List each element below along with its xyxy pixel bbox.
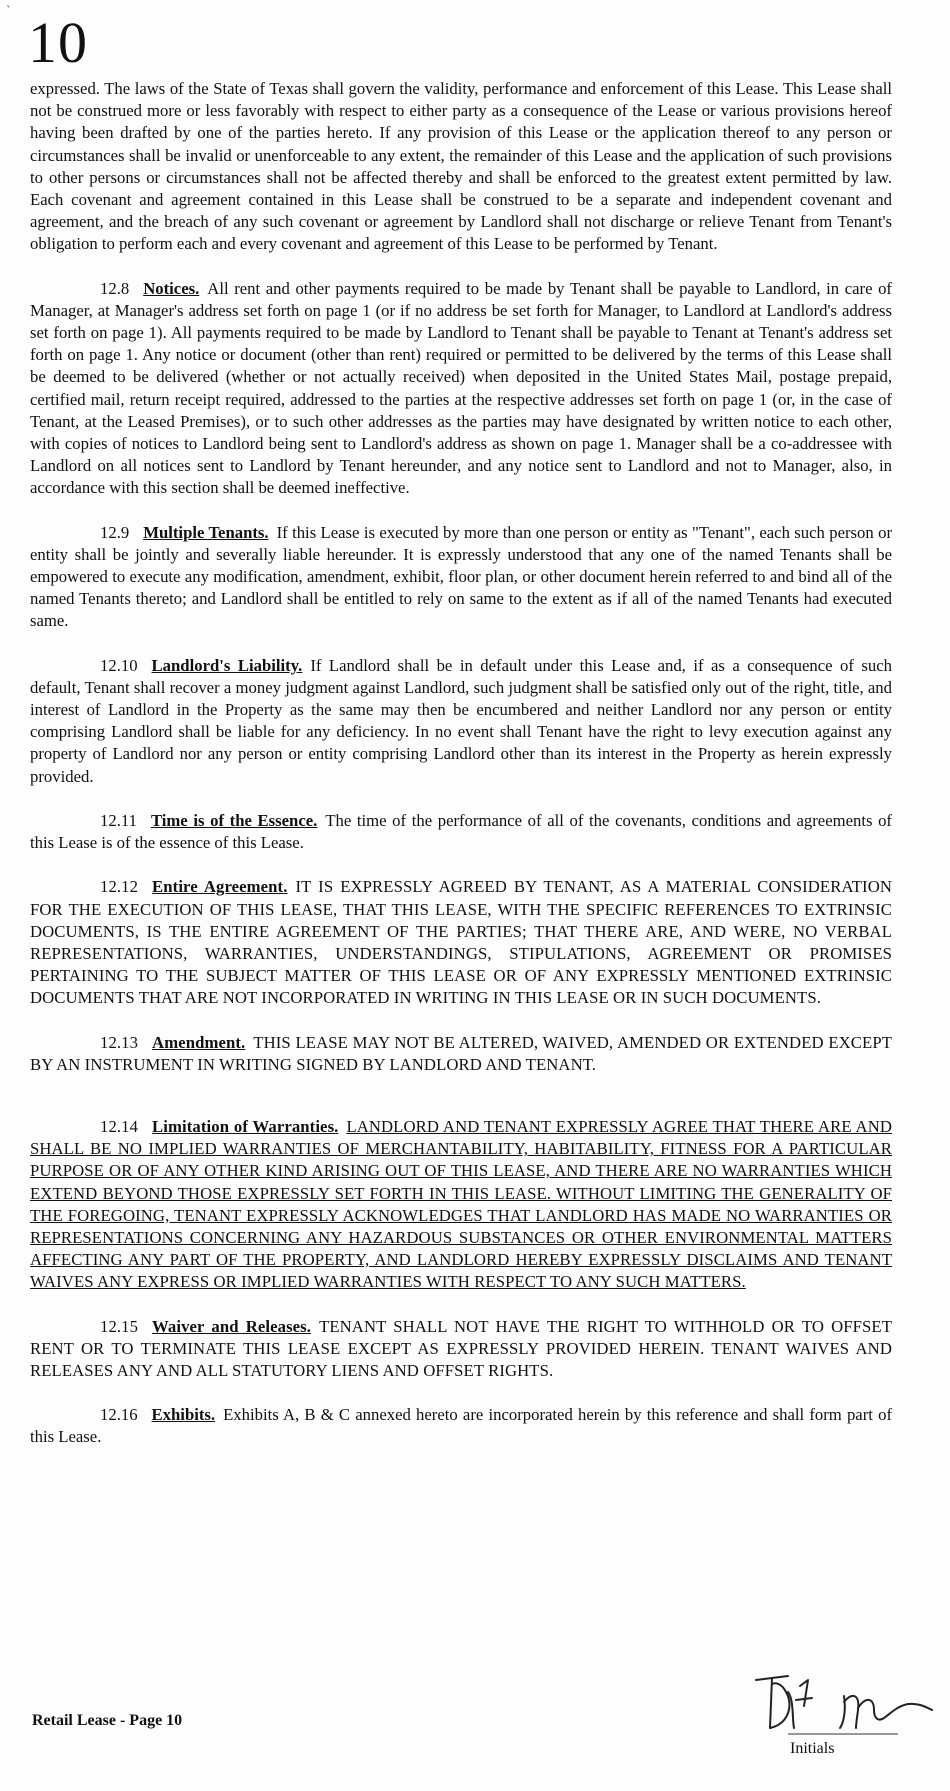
- section-text: LANDLORD AND TENANT EXPRESSLY AGREE THAT THERE ARE AND SHALL BE NO IMPLIED WARRANTIES OF MERCHANTABILITY, HABITABILITY, FITNESS FOR A PARTICULAR PURPOSE OR OF ANY OTHER KIND ARISING OUT OF THIS LEASE, AND THERE ARE NO WARRANTIES WHICH EXTEND BEYOND THOSE EXPRESSLY SET FORTH IN THIS LEASE. WITHOUT LIMITING THE GENERALITY OF THE FOREGOING, TENANT EXPRESSLY ACKNOWLEDGES THAT LANDLORD HAS MADE NO WARRANTIES OR REPRESENTATIONS CONCERNING ANY HAZARDOUS SUBSTANCES OR OTHER ENVIRONMENTAL MATTERS AFFECTING ANY PART OF THE PROPERTY, AND LANDLORD HEREBY EXPRESSLY DISCLAIMS AND TENANT WAIVES ANY EXPRESS OR IMPLIED WARRANTIES WITH RESPECT TO ANY SUCH MATTERS.: [30, 1116, 893, 1292]
- initials-area: [748, 1666, 938, 1776]
- section-12-14: [30, 1116, 892, 1294]
- corner-mark: `: [6, 4, 11, 19]
- section-heading: Landlord's Liability.: [151, 655, 303, 675]
- section-number: 12.11: [100, 810, 137, 830]
- section-number: 12.10: [100, 655, 138, 675]
- section-12-9: [30, 522, 892, 633]
- section-text: All rent and other payments required to be made by Tenant shall be payable to Landlord, in care of Manager, at Manager's address set forth on page 1 (or if no address be set forth for Manager, to Landlord at Landlord's address set forth on page 1). All payments required to be made by Landlord to Tenant shall be payable to Tenant at Tenant's address set forth on page 1. Any notice or document (other than rent) required or permitted to be delivered by the terms of this Lease shall be deemed to be delivered (whether or not actually received) when deposited in the United States Mail, postage prepaid, certified mail, return receipt required, addressed to the parties at the respective addresses set forth on page 1 (or, in the case of Tenant, at the Leased Premises), or to such other addresses as the parties may have designated by written notice to each other, with copies of notices to Landlord being sent to Landlord's address as shown on page 1. Manager shall be a co-addressee with Landlord on all notices sent to Landlord by Tenant hereunder, and any notice sent to Landlord and not to Manager, also, in accordance with this section shall be deemed ineffective.: [30, 278, 892, 498]
- section-heading: Entire Agreement.: [152, 877, 288, 897]
- intro-paragraph: expressed. The laws of the State of Texas shall govern the validity, performance and enforcement of this Lease. This Lease shall not be construed more or less favorably with respect to either party as a consequence of the Lease or various provisions hereof having been drafted by one of the parties hereto. If any provision of this Lease or the application thereof to any person or circumstances shall be invalid or unenforceable to any extent, the remainder of this Lease and the application of such provisions to other persons or circumstances shall not be affected thereby and shall be enforced to the greatest extent permitted by law. Each covenant and agreement contained in this Lease shall be construed to be a separate and independent covenant and agreement, and the breach of any such covenant or agreement by Landlord shall not discharge or relieve Tenant from Tenant's obligation to perform each and every covenant and agreement of this Lease to be performed by Tenant.: [30, 79, 892, 254]
- footer-label: Retail Lease - Page 10: [32, 1712, 183, 1729]
- section-12-11: [30, 810, 892, 854]
- section-12-15: [30, 1316, 892, 1383]
- section-12-16: [30, 1404, 892, 1448]
- section-number: 12.16: [100, 1405, 138, 1425]
- section-number: 12.12: [100, 877, 139, 897]
- section-number: 12.9: [100, 522, 130, 542]
- section-heading: Exhibits.: [151, 1405, 216, 1425]
- section-number: 12.14: [100, 1116, 139, 1136]
- section-heading: Multiple Tenants.: [143, 522, 269, 542]
- section-heading: Waiver and Releases.: [152, 1316, 312, 1336]
- spacer: [30, 1098, 892, 1116]
- section-text: TENANT SHALL NOT HAVE THE RIGHT TO WITHHOLD OR TO OFFSET RENT OR TO TERMINATE THIS LEASE EXCEPT AS EXPRESSLY PROVIDED HEREIN. TENANT WAIVES AND RELEASES ANY AND ALL STATUTORY LIENS AND OFFSET RIGHTS.: [30, 1316, 893, 1380]
- initials-label: Initials: [790, 1740, 835, 1757]
- section-text: The time of the performance of all of the covenants, conditions and agreements of this Lease is of the essence of this Lease.: [30, 810, 892, 853]
- section-text: THIS LEASE MAY NOT BE ALTERED, WAIVED, AMENDED OR EXTENDED EXCEPT BY AN INSTRUMENT IN WRITING SIGNED BY LANDLORD AND TENANT.: [30, 1032, 892, 1074]
- section-number: 12.15: [100, 1316, 139, 1336]
- section-heading: Amendment.: [152, 1032, 246, 1052]
- section-number: 12.8: [100, 278, 130, 298]
- section-text: If this Lease is executed by more than one person or entity as "Tenant", each such person or entity shall be jointly and severally liable hereunder. It is expressly understood that any one of the named Tenants shall be empowered to execute any modification, amendment, exhibit, floor plan, or other document herein referred to and bind all of the named Tenants thereto; and Landlord shall be entitled to rely on same to the extent as if all of the named Tenants had executed same.: [30, 522, 893, 631]
- section-heading: Time is of the Essence.: [150, 810, 318, 830]
- section-12-12: [30, 876, 892, 1009]
- handwritten-initials-signature: [748, 1666, 938, 1746]
- section-12-10: [30, 655, 892, 788]
- section-12-8: [30, 278, 892, 500]
- section-text: If Landlord shall be in default under this Lease and, if as a consequence of such default, Tenant shall recover a money judgment against Landlord, such judgment shall be satisfied only out of the right, title, and interest of Landlord in the Property as the same may then be encumbered and neither Landlord nor any person or entity comprising Landlord shall be liable for any deficiency. In no event shall Tenant have the right to levy execution against any property of Landlord nor any person or entity comprising Landlord other than its interest in the Property as herein expressly provided.: [30, 655, 892, 786]
- section-heading: Limitation of Warranties.: [152, 1116, 339, 1136]
- section-number: 12.13: [100, 1032, 139, 1052]
- page-number: 10: [28, 10, 88, 75]
- section-text: Exhibits A, B & C annexed hereto are incorporated herein by this reference and shall form part of this Lease.: [30, 1405, 892, 1447]
- section-12-13: [30, 1032, 892, 1076]
- section-text: IT IS EXPRESSLY AGREED BY TENANT, AS A MATERIAL CONSIDERATION FOR THE EXECUTION OF THIS LEASE, THAT THIS LEASE, WITH THE SPECIFIC REFERENCES TO EXTRINSIC DOCUMENTS, IS THE ENTIRE AGREEMENT OF THE PARTIES; THAT THERE ARE, AND WERE, NO VERBAL REPRESENTATIONS, WARRANTIES, UNDERSTANDINGS, STIPULATIONS, AGREEMENT OR PROMISES PERTAINING TO THE SUBJECT MATTER OF THIS LEASE OR OF ANY EXPRESSLY MENTIONED EXTRINSIC DOCUMENTS THAT ARE NOT INCORPORATED IN WRITING IN THIS LEASE OR IN SUCH DOCUMENTS.: [30, 877, 893, 1008]
- section-heading: Notices.: [143, 278, 200, 298]
- lease-body: [30, 78, 892, 1471]
